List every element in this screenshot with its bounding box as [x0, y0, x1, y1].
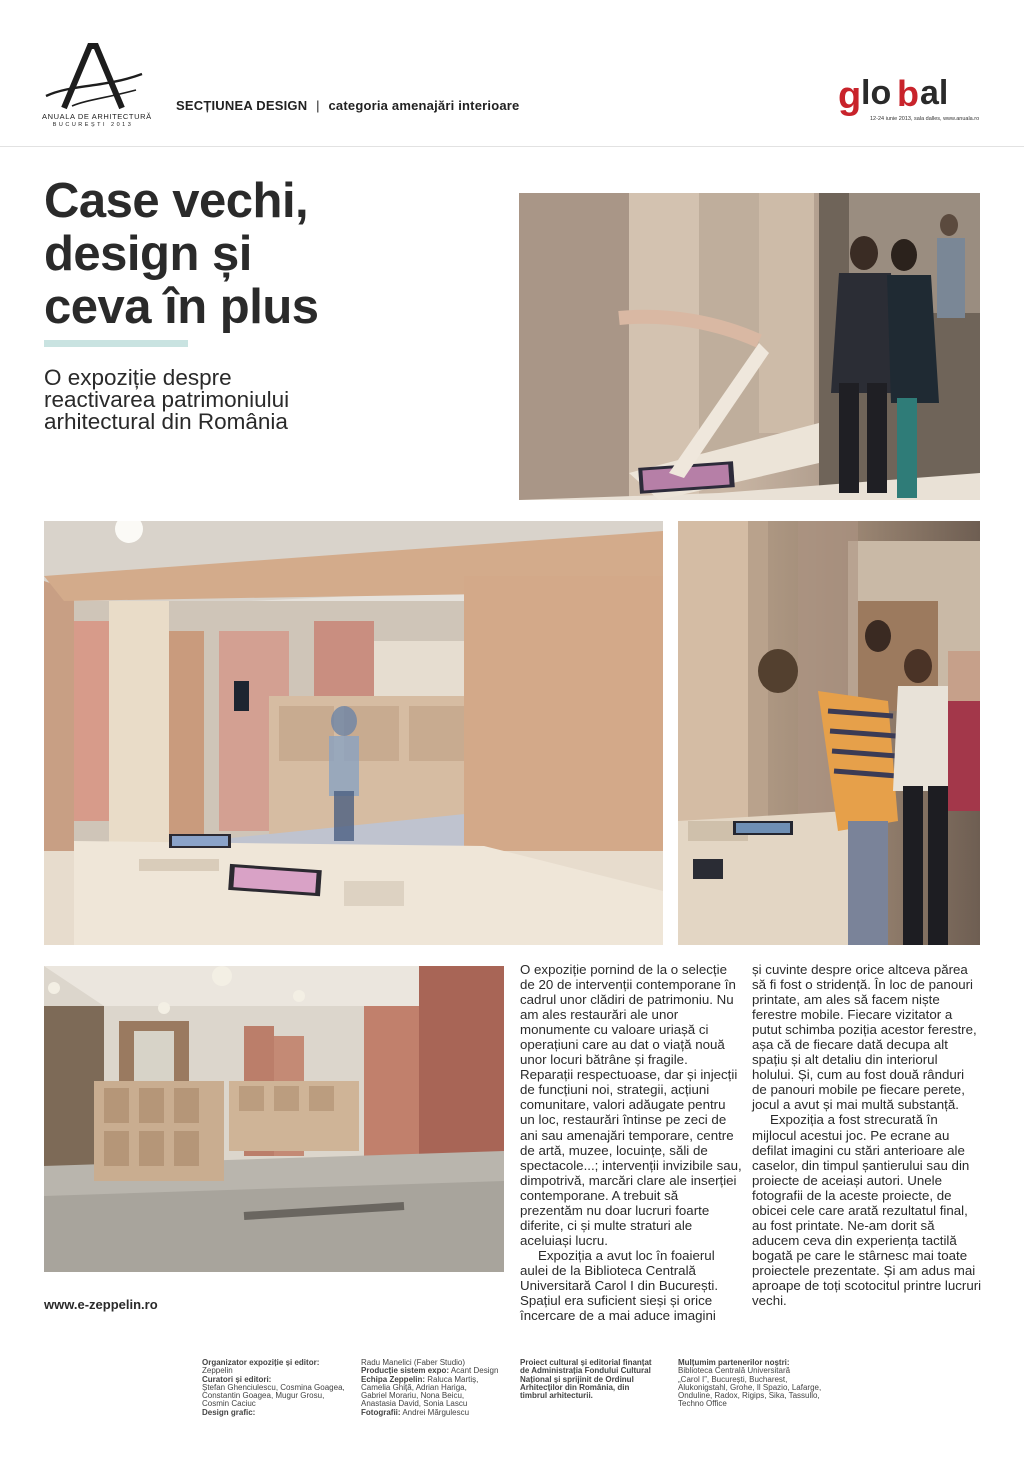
anuala-a-emblem-icon: [42, 40, 144, 112]
credit-line: [361, 1409, 511, 1417]
credits-organizer: [202, 1359, 352, 1417]
credit-line: Cosmin Caciuc: [202, 1399, 256, 1409]
credit-line: Arhitecților din România, din: [520, 1382, 630, 1392]
credit-line: Biblioteca Centrală Universitară: [678, 1366, 791, 1376]
credit-line: Constantin Goagea, Mugur Grosu,: [202, 1391, 325, 1401]
svg-text:lo: lo: [861, 76, 892, 112]
credit-value: Acant Design: [449, 1366, 499, 1376]
global-wordmark-icon: [838, 76, 983, 116]
title-line: design și: [44, 227, 252, 281]
credit-value: Raluca Martiș,: [425, 1374, 479, 1384]
credit-line: Zeppelin: [202, 1366, 233, 1376]
credit-label: Echipa Zeppelin:: [361, 1374, 426, 1384]
global-logo-subtitle: 12-24 iunie 2013, sala dalles, www.anuala.ro: [870, 116, 980, 122]
credit-line: Onduline, Radox, Rigips, Sika, Tassullo,: [678, 1391, 820, 1401]
logo-city-year: BUCUREȘTI 2013: [52, 122, 134, 128]
credit-line: Mulțumim partenerilor noștri:: [678, 1358, 790, 1367]
subtitle-line: reactivarea patrimoniului: [44, 387, 290, 412]
credit-line: timbrul arhitecturii.: [520, 1391, 593, 1401]
credit-line: Anastasia David, Sonia Lascu: [361, 1399, 468, 1409]
credit-line: Alukonigstahl, Grohe, Il Spazio, Lafarge,: [678, 1382, 822, 1392]
section-label: SECȚIUNEA DESIGN: [176, 98, 308, 113]
credit-line: Curatori și editori:: [202, 1374, 272, 1384]
credit-line: Camelia Ghiță, Adrian Hariga,: [361, 1382, 467, 1392]
credit-line: Ștefan Ghenciulescu, Cosmina Goagea,: [202, 1382, 345, 1392]
article-column-2: [752, 962, 982, 1308]
credit-line: Radu Manelici (Faber Studio): [361, 1358, 466, 1367]
body-paragraph: Expoziția a fost strecurată în mijlocul acestui joc. Pe ecrane au defilat imagini cu stări anterioare ale caselor, din timpul șantierului sau din proiecte de aceiași autori. Unele fotografii de la aceste proiecte, de obicei cele care arată rezultatul final, au fost printate. Ne-am dorit să aducem ceva din experiența tactilă bogată pe care le stârnesc mai toate proiectele prezentate. Și am adus mai aproape de toți scotocitul printre lucruri vechi.: [752, 1112, 982, 1309]
subtitle-line: arhitectural din România: [44, 409, 288, 434]
subtitle-line: O expoziție despre: [44, 365, 232, 390]
credit-line: Design grafic:: [202, 1407, 256, 1417]
article-column-1: [520, 962, 742, 1323]
credit-line: Proiect cultural și editorial finanțat: [520, 1358, 652, 1367]
credits-partners: [678, 1359, 848, 1409]
logo-text: ANUALA DE ARHITECTURĂ: [42, 112, 152, 121]
category-label: categoria amenajări interioare: [328, 98, 520, 113]
photo-exhibition-frame: [44, 521, 663, 945]
title-line: Case vechi,: [44, 174, 309, 228]
credit-label: Producție sistem expo:: [361, 1366, 450, 1376]
header-divider: [0, 146, 1024, 147]
credit-value: Andrei Mărgulescu: [400, 1407, 470, 1417]
credit-line: „Carol I”, București, Bucharest,: [678, 1374, 788, 1384]
credits-funding: [520, 1359, 670, 1400]
svg-text:al: al: [920, 76, 949, 112]
body-paragraph: O expoziție pornind de la o selecție de 20 de intervenții contemporane în cadrul unor clădiri de patrimoniu. Nu am ales restaurări ale unor monumente cu valoare uriașă ci operațiuni care au dat o viață nouă unor locuri bătrâne și fragile. Reparații respectuoase, dar și injecții de funcțiuni noi, strategii, acțiuni comunitare, valori adăugate pentru un loc, restaurări întinse pe zeci de ani sau amenajări temporare, centre de artă, muzee, locuințe, săli de spectacole...; intervenții invizibile sau, dimpotrivă, marcări clare ale inserției contemporane. A trebuit să prezentăm nu doar lucruri foarte diferite, ci și multe straturi ale aceluiași lucru.: [520, 962, 742, 1248]
photo-hall-installation: [44, 966, 504, 1272]
credit-line: Gabriel Morariu, Nona Beicu,: [361, 1391, 465, 1401]
website-link[interactable]: www.e-zeppelin.ro: [44, 1297, 158, 1312]
global-logo: [838, 76, 983, 128]
anuala-logo: [42, 40, 152, 136]
title-accent-bar: [44, 340, 188, 347]
body-paragraph: Expoziția a avut loc în foaierul aulei de la Biblioteca Centrală Universitară Carol I din București. Spațiul era suficient sieși și orice încercare de a mai aduce imagini: [520, 1247, 719, 1324]
credit-line: Techno Office: [678, 1399, 727, 1409]
separator: |: [316, 98, 320, 113]
title-line: ceva în plus: [44, 280, 319, 334]
credit-line: Național și sprijinit de Ordinul: [520, 1374, 634, 1384]
svg-text:g: g: [838, 76, 862, 116]
body-paragraph: și cuvinte despre orice altceva părea să fi fost o stridență. În loc de panouri printate, am ales să facem niște ferestre mobile. Fiecare vizitator a putut schimba poziția acestor ferestre, așa că de fiecare dată decupa alt spațiu și alt detaliu din interiorul holului. Și, cum au fost două rânduri de panouri mobile pe fiecare perete, jocul a avut și mai multă substanță.: [752, 962, 977, 1113]
credit-label: Fotografii:: [361, 1407, 401, 1417]
article-subtitle: [44, 367, 464, 433]
section-category-line: [176, 98, 519, 113]
credits-production: [361, 1359, 511, 1417]
credit-line: de Administrația Fondului Cultural: [520, 1366, 651, 1376]
photo-visitors-reading: [678, 521, 980, 945]
svg-text:b: b: [897, 76, 919, 114]
article-title: [44, 175, 484, 334]
credit-line: Organizator expoziție și editor:: [202, 1358, 320, 1367]
photo-visitors-window: [519, 193, 980, 500]
